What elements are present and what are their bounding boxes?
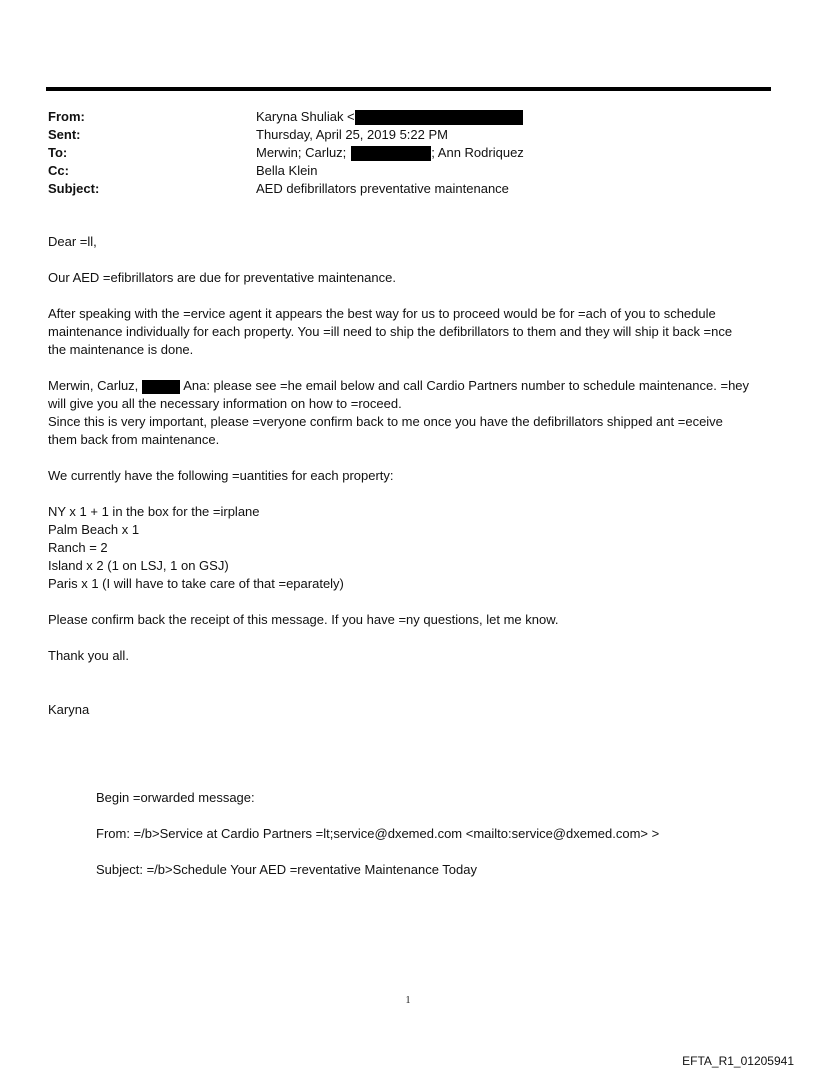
paragraph-6: Thank you all.	[48, 648, 129, 663]
paragraph-3-line-4: them back from maintenance.	[48, 432, 220, 447]
from-label: From:	[48, 109, 85, 124]
header-rule	[46, 87, 771, 91]
to-value	[256, 144, 748, 162]
to-recipients-a: Merwin; Carluz;	[256, 145, 347, 160]
paragraph-4: We currently have the following =uantities for each property:	[48, 468, 394, 483]
email-body	[48, 233, 778, 719]
subject-label: Subject:	[48, 181, 100, 196]
page-number: 1	[405, 995, 411, 1006]
paragraph-3-line-1	[48, 377, 778, 395]
redaction-block	[355, 110, 523, 125]
paragraph-2-line-3: the maintenance is done.	[48, 342, 194, 357]
sent-row	[48, 126, 748, 144]
document-id: EFTA_R1_01205941	[682, 1054, 794, 1068]
to-row	[48, 144, 748, 162]
from-row	[48, 108, 748, 126]
to-label: To:	[48, 145, 68, 160]
sent-label: Sent:	[48, 127, 81, 142]
forwarded-begin: Begin =orwarded message:	[96, 790, 255, 805]
cc-row	[48, 162, 748, 180]
cc-value: Bella Klein	[256, 163, 318, 178]
paragraph-3-line-3: Since this is very important, please =veryone confirm back to me once you have the defibrillators shipped ant =eceive	[48, 414, 723, 429]
email-header	[48, 108, 748, 198]
subject-row	[48, 180, 748, 198]
list-item: Ranch = 2	[48, 540, 108, 555]
paragraph-2-line-1: After speaking with the =ervice agent it appears the best way for us to proceed would be for =ach of you to schedule	[48, 306, 716, 321]
sent-value: Thursday, April 25, 2019 5:22 PM	[256, 127, 448, 142]
redaction-block	[142, 380, 180, 394]
greeting: Dear =ll,	[48, 234, 97, 249]
from-value	[256, 108, 748, 126]
redaction-block	[351, 146, 431, 161]
list-item: Palm Beach x 1	[48, 522, 140, 537]
paragraph-2-line-2: maintenance individually for each property. You =ill need to ship the defibrillators to them and they will ship it back =nce	[48, 324, 733, 339]
cc-label: Cc:	[48, 163, 69, 178]
list-item: Island x 2 (1 on LSJ, 1 on GSJ)	[48, 558, 229, 573]
list-item: Paris x 1 (I will have to take care of that =eparately)	[48, 576, 344, 591]
subject-value: AED defibrillators preventative maintenance	[256, 181, 509, 196]
from-name: Karyna Shuliak <	[256, 109, 355, 124]
forwarded-subject: Subject: =/b>Schedule Your AED =reventative Maintenance Today	[96, 862, 477, 877]
signature: Karyna	[48, 702, 90, 717]
list-item: NY x 1 + 1 in the box for the =irplane	[48, 504, 260, 519]
to-recipients-b: ; Ann Rodriquez	[431, 145, 524, 160]
instruction-text: Ana: please see =he email below and call Cardio Partners number to schedule maintenance. =hey	[180, 378, 750, 393]
recipient-names: Merwin, Carluz,	[48, 378, 139, 393]
paragraph-1: Our AED =efibrillators are due for preventative maintenance.	[48, 270, 396, 285]
forwarded-from: From: =/b>Service at Cardio Partners =lt;service@dxemed.com <mailto:service@dxemed.com> >	[96, 826, 660, 841]
forwarded-message	[96, 789, 776, 879]
paragraph-3-line-2: will give you all the necessary information on how to =roceed.	[48, 396, 402, 411]
paragraph-5: Please confirm back the receipt of this message. If you have =ny questions, let me know.	[48, 612, 559, 627]
